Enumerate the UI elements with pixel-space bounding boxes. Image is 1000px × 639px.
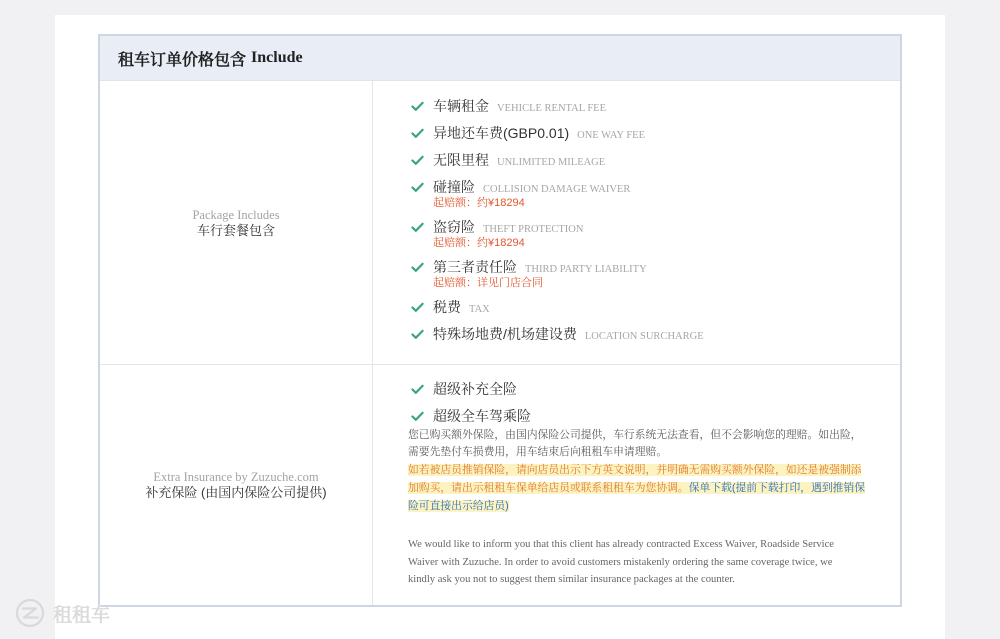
package-item-theft-protection [408, 217, 900, 250]
check-icon [411, 128, 424, 139]
excess-amount: 起赔额：约¥18294 [433, 237, 525, 249]
extra-label: 补充保险 (由国内保险公司提供) [145, 485, 327, 500]
item-name: 税费 [433, 299, 461, 315]
upsell-warning-text: 如若被店员推销保险，请向店员出示下方英文说明，并明确无需购买额外保险，如还是被强制添加购买，请出示租租车保单给店员或联系租租车为您协调。 [408, 464, 862, 494]
package-item-third-party-liability [408, 257, 900, 290]
check-icon [411, 329, 424, 340]
item-name: 特殊场地费/机场建设费 [433, 326, 577, 342]
package-item-location-surcharge [408, 324, 900, 344]
item-row [408, 177, 900, 197]
item-name: 盗窃险 [433, 219, 475, 235]
check-icon [411, 384, 424, 395]
item-english-name: VEHICLE RENTAL FEE [497, 103, 607, 114]
item-row [408, 406, 900, 426]
package-label: 车行套餐包含 [196, 222, 275, 238]
extra-insurance-row [100, 365, 900, 605]
item-row [408, 379, 900, 399]
check-icon [411, 155, 424, 166]
package-item-rental-fee [408, 96, 900, 116]
item-row [408, 297, 900, 317]
insurance-notice: 您已购买额外保险，由国内保险公司提供，车行系统无法查看，但不会影响您的理赔。如出险，需要先垫付车损费用，用车结束后向租租车申请理赔。 [408, 429, 862, 458]
item-english-name: ONE WAY FEE [577, 130, 646, 141]
item-name: 车辆租金 [433, 98, 489, 114]
extra-label-english: Extra Insurance by Zuzuche.com [153, 470, 319, 484]
item-name: 碰撞险 [433, 179, 475, 195]
zuzuche-logo-icon [12, 597, 48, 629]
table-header [100, 36, 900, 81]
extra-item-passenger-insurance [408, 406, 900, 426]
check-icon [411, 411, 424, 422]
item-name: 超级补充全险 [433, 381, 517, 397]
upsell-warning [408, 461, 867, 515]
item-english-name: THEFT PROTECTION [483, 224, 584, 235]
item-name: 超级全车驾乘险 [433, 408, 531, 424]
section-title: 租车订单价格包含 [118, 51, 247, 69]
package-items-cell [373, 81, 900, 364]
extra-label-cell [100, 365, 373, 605]
check-icon [411, 262, 424, 273]
package-item-tax [408, 297, 900, 317]
item-english-name: THIRD PARTY LIABILITY [525, 264, 647, 275]
extra-item-super-supplement [408, 379, 900, 399]
item-english-name: COLLISION DAMAGE WAIVER [483, 184, 631, 195]
item-english-name: LOCATION SURCHARGE [584, 331, 704, 342]
item-row [408, 217, 900, 237]
package-item-one-way-fee [408, 123, 900, 143]
item-name: 异地还车费(GBP0.01) [433, 125, 570, 141]
extra-items-cell [373, 365, 900, 605]
item-row [408, 123, 900, 143]
excess-amount: 起赔额：详见门店合同 [433, 277, 543, 289]
package-label-cell [100, 81, 373, 364]
zuzuche-brand-text: 租租车 [53, 604, 111, 626]
check-icon [411, 182, 424, 193]
package-row [100, 81, 900, 365]
section-title-english: Include [251, 49, 303, 66]
check-icon [411, 302, 424, 313]
check-icon [411, 222, 424, 233]
item-row [408, 257, 900, 277]
package-label-english: Package Includes [192, 207, 280, 222]
package-item-unlimited-mileage [408, 150, 900, 170]
item-row [408, 150, 900, 170]
check-icon [411, 101, 424, 112]
policy-download-link[interactable]: 保单下载(提前下载打印，遇到推销保险可直接出示给店员) [408, 482, 866, 512]
package-item-collision-damage-waiver [408, 177, 900, 210]
counter-notice-english: We would like to inform you that this client has already contracted Excess Waiver, Roadside Service Waiver with Zuzuche. In order to avoid customers mistakenly ordering the same coverage twice, we kindly ask you not to suggest them similar insurance packages at the counter. [408, 539, 835, 585]
excess-amount: 起赔额：约¥18294 [433, 197, 525, 209]
item-english-name: TAX [469, 304, 490, 315]
item-english-name: UNLIMITED MILEAGE [497, 157, 606, 168]
zuzuche-watermark [12, 597, 110, 629]
item-name: 第三者责任险 [433, 259, 517, 275]
price-include-table [98, 34, 902, 607]
item-name: 无限里程 [433, 152, 489, 168]
item-row [408, 96, 900, 116]
item-row [408, 324, 900, 344]
